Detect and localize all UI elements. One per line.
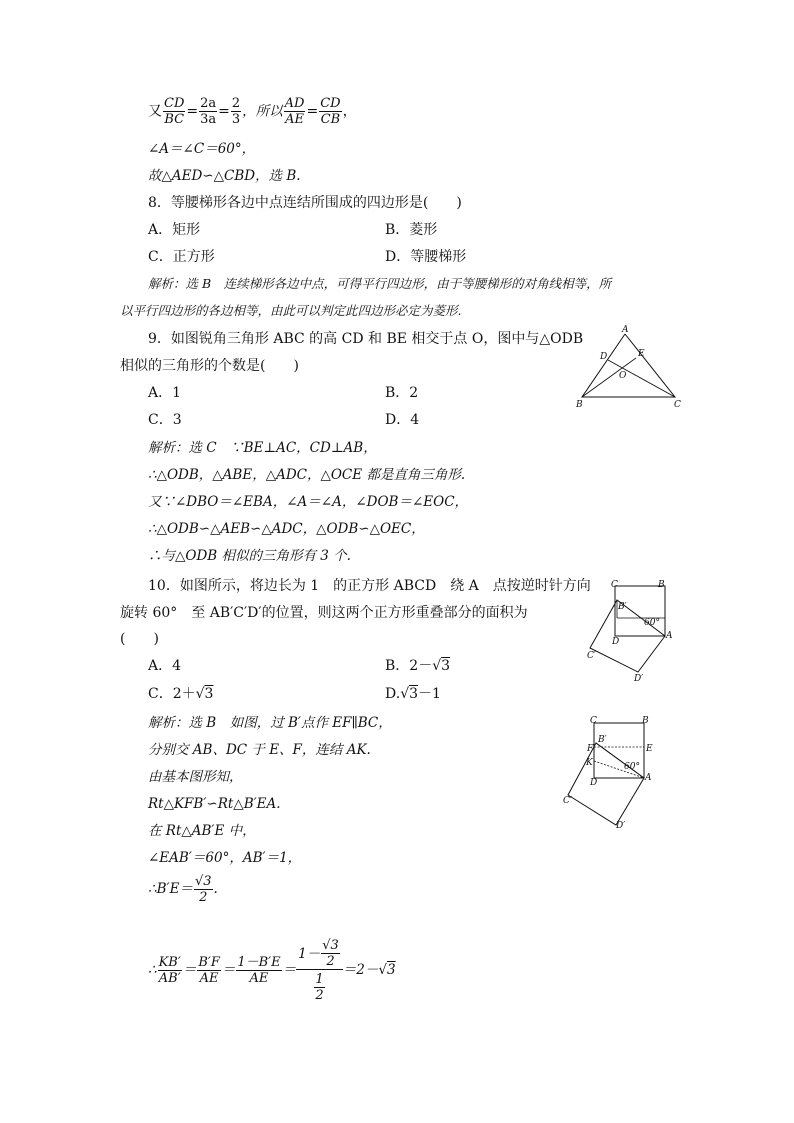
fraction-sqrt3-over-2 bbox=[321, 938, 340, 969]
q10-solution-line-8: ∴ $\frac{KB'}{AB'}$ ＝ $\frac{B'F}{AE}$ ＝ $\frac{1-B'E}{AE}$ ＝ 1－ $\frac{√3}{2}$ $\frac{1}{2}$ ＝2－√3 bbox=[148, 938, 396, 1003]
fraction-cd-bc bbox=[163, 96, 185, 127]
label-angle: 60° bbox=[644, 618, 660, 628]
label-c-prime: C′ bbox=[587, 651, 596, 661]
fraction-den: AE bbox=[199, 971, 219, 986]
fraction-num: 2a bbox=[200, 96, 217, 111]
label-c: C bbox=[590, 716, 597, 726]
fraction-den: AE bbox=[249, 971, 269, 986]
equals: = bbox=[186, 103, 199, 120]
label-c-prime: C′ bbox=[563, 796, 572, 806]
label-e: E bbox=[638, 349, 645, 359]
radicand: 3 bbox=[386, 962, 396, 978]
line-angle-a: ∠A＝∠C＝60°， bbox=[148, 141, 256, 157]
label-a: A bbox=[645, 773, 652, 783]
q9-solution-line-2: ∴△ODB，△ABE，△ADC，△OCE 都是直角三角形. bbox=[148, 467, 466, 483]
question-9-line-1: 9．如图锐角三角形 ABC 的高 CD 和 BE 相交于点 O，图中与△ODB bbox=[148, 331, 584, 347]
label-c: C bbox=[674, 400, 681, 410]
q10-option-b: B．2－√3 bbox=[385, 658, 451, 674]
question-10-line-3: ( ) bbox=[120, 631, 159, 647]
fraction-1-over-2 bbox=[314, 972, 324, 1003]
q8-solution-line-2: 以平行四边形的各边相等，由此可以判定此四边形必定为菱形. bbox=[120, 303, 462, 318]
label-d-prime: D′ bbox=[616, 821, 626, 831]
radicand: 3 bbox=[441, 658, 451, 674]
option-text: B．2－ bbox=[385, 658, 433, 674]
text-pre: ∴B′E＝ bbox=[148, 881, 193, 897]
label-e: E bbox=[646, 744, 653, 754]
therefore: ∴ bbox=[148, 962, 157, 978]
fraction-den: 2 bbox=[326, 954, 335, 969]
label-d: D bbox=[590, 778, 598, 788]
fraction-bf-ae bbox=[197, 955, 221, 986]
label-a: A bbox=[666, 631, 673, 641]
question-10-line-1: 10．如图所示，将边长为 1 的正方形 ABCD 绕 A 点按逆时针方向 bbox=[148, 578, 591, 594]
fraction-num: CD bbox=[164, 96, 185, 111]
label-b: B bbox=[642, 716, 649, 726]
fraction-num: 1 bbox=[315, 972, 324, 987]
option-text: C．2＋ bbox=[148, 686, 196, 702]
figure-triangle-abc bbox=[570, 326, 690, 411]
fraction-den: 2 bbox=[199, 890, 208, 905]
question-10-line-2: 旋转 60° 至 AB′C′D′的位置，则这两个正方形重叠部分的面积为 bbox=[120, 605, 528, 621]
label-a: A bbox=[622, 325, 629, 335]
text: 1－ bbox=[298, 945, 321, 962]
q10-solution-line-2: 分别交 AB、DC 于 E、F，连结 AK. bbox=[148, 742, 371, 758]
q9-option-b: B．2 bbox=[385, 385, 419, 401]
q8-option-c: C．正方形 bbox=[148, 249, 215, 265]
q9-solution-line-1: 解析：选 C ∵BE⊥AC，CD⊥AB， bbox=[148, 440, 377, 456]
label-angle: 60° bbox=[624, 762, 640, 772]
label-d: D bbox=[612, 637, 620, 647]
label-k: K bbox=[586, 758, 593, 768]
label-b-prime: B′ bbox=[618, 602, 627, 612]
label-b: B bbox=[658, 580, 665, 590]
fraction-num: CD bbox=[320, 96, 341, 111]
q10-option-d: D.√3－1 bbox=[385, 686, 441, 702]
figure-rotated-square bbox=[585, 578, 675, 683]
fraction-1-minus-be-ae bbox=[236, 955, 281, 986]
text-suoyi: ，所以 bbox=[242, 103, 283, 120]
period: . bbox=[213, 881, 218, 897]
q9-solution-line-3: 又∵∠DBO＝∠EBA，∠A＝∠A，∠DOB＝∠EOC， bbox=[148, 494, 469, 510]
q10-solution-line-6: ∠EAB′＝60°，AB′＝1， bbox=[148, 850, 302, 866]
fraction-num: √3 bbox=[322, 938, 339, 953]
comma: ， bbox=[342, 103, 357, 120]
q9-solution-line-4: ∴△ODB∽△AEB∽△ADC，△ODB∽△OEC， bbox=[148, 521, 425, 537]
question-8: 8．等腰梯形各边中点连结所围成的四边形是( ) bbox=[148, 195, 462, 211]
fraction-den: CB bbox=[320, 112, 341, 127]
fraction-ad-ae bbox=[284, 96, 306, 127]
triangle-outline bbox=[582, 334, 675, 397]
q8-option-b: B．菱形 bbox=[385, 222, 438, 238]
option-text: D. bbox=[385, 686, 401, 702]
q10-solution-line-1: 解析：选 B 如图，过 B′点作 EF∥BC， bbox=[148, 715, 392, 731]
q10-solution-line-4: Rt△KFB′∽Rt△B′EA. bbox=[148, 796, 281, 812]
q10-solution-line-3: 由基本图形知， bbox=[148, 769, 243, 785]
equals: ＝ bbox=[182, 962, 197, 978]
fraction-num: AD bbox=[284, 96, 305, 111]
q10-option-a: A．4 bbox=[148, 658, 182, 674]
compound-den bbox=[313, 970, 325, 1003]
fraction-kb-ab bbox=[158, 955, 182, 986]
label-f: F bbox=[587, 744, 594, 754]
q10-solution-line-5: 在 Rt△AB′E 中， bbox=[148, 823, 256, 839]
compound-num bbox=[296, 938, 343, 970]
fraction-den: 3 bbox=[231, 112, 241, 127]
segment-ab-prime bbox=[596, 743, 644, 778]
q9-option-a: A．1 bbox=[148, 385, 182, 401]
option-text: －1 bbox=[418, 686, 441, 702]
altitude-be bbox=[582, 358, 636, 397]
fraction-num: KB′ bbox=[158, 955, 181, 970]
q10-solution-line-7 bbox=[148, 874, 218, 905]
fraction-den: 3a bbox=[200, 112, 217, 127]
equals: ＝ bbox=[282, 962, 297, 978]
line-ratio bbox=[148, 96, 357, 127]
q8-option-a: A．矩形 bbox=[148, 222, 201, 238]
fraction-cd-cb bbox=[319, 96, 341, 127]
label-o: O bbox=[619, 371, 627, 381]
fraction-den: AE bbox=[285, 112, 304, 127]
label-d: D bbox=[600, 352, 608, 362]
label-b: B bbox=[576, 400, 583, 410]
fraction-2-3 bbox=[231, 96, 241, 127]
radicand: 3 bbox=[204, 686, 214, 702]
fraction-num: √3 bbox=[194, 874, 212, 889]
q9-option-d: D．4 bbox=[385, 412, 420, 428]
radicand: 3 bbox=[409, 686, 419, 702]
fraction-num: 2 bbox=[231, 96, 241, 111]
q8-option-d: D．等腰梯形 bbox=[385, 249, 467, 265]
label-d-prime: D′ bbox=[634, 674, 644, 684]
equals: ＝ bbox=[221, 962, 236, 978]
figure-rotated-square-solution bbox=[560, 715, 660, 830]
label-c: C bbox=[611, 580, 618, 590]
fraction-den: BC bbox=[164, 112, 185, 127]
q8-solution-line-1: 解析：选 B 连续梯形各边中点，可得平行四边形，由于等腰梯形的对角线相等，所 bbox=[148, 276, 612, 291]
fraction-2a-3a bbox=[199, 96, 217, 127]
q9-option-c: C．3 bbox=[148, 412, 182, 428]
square-abcd-rotated bbox=[568, 743, 644, 825]
equals: = bbox=[306, 103, 319, 120]
text-you: 又 bbox=[148, 103, 162, 120]
fraction-num: B′F bbox=[198, 955, 220, 970]
equals-result: ＝2－ bbox=[342, 962, 379, 978]
question-9-line-2: 相似的三角形的个数是( ) bbox=[120, 358, 299, 374]
line-similar-aed: 故△AED∽△CBD，选 B. bbox=[148, 168, 301, 184]
fraction-sqrt3-over-2 bbox=[194, 874, 213, 905]
label-b-prime: B′ bbox=[598, 735, 607, 745]
q9-solution-line-5: ∴与△ODB 相似的三角形有 3 个. bbox=[148, 548, 351, 564]
fraction-den: AB′ bbox=[158, 971, 181, 986]
compound-fraction bbox=[296, 938, 343, 1003]
fraction-den: 2 bbox=[315, 988, 324, 1003]
equals: = bbox=[218, 103, 230, 120]
fraction-num: 1－B′E bbox=[237, 955, 281, 970]
q10-option-c: C．2＋√3 bbox=[148, 686, 214, 702]
